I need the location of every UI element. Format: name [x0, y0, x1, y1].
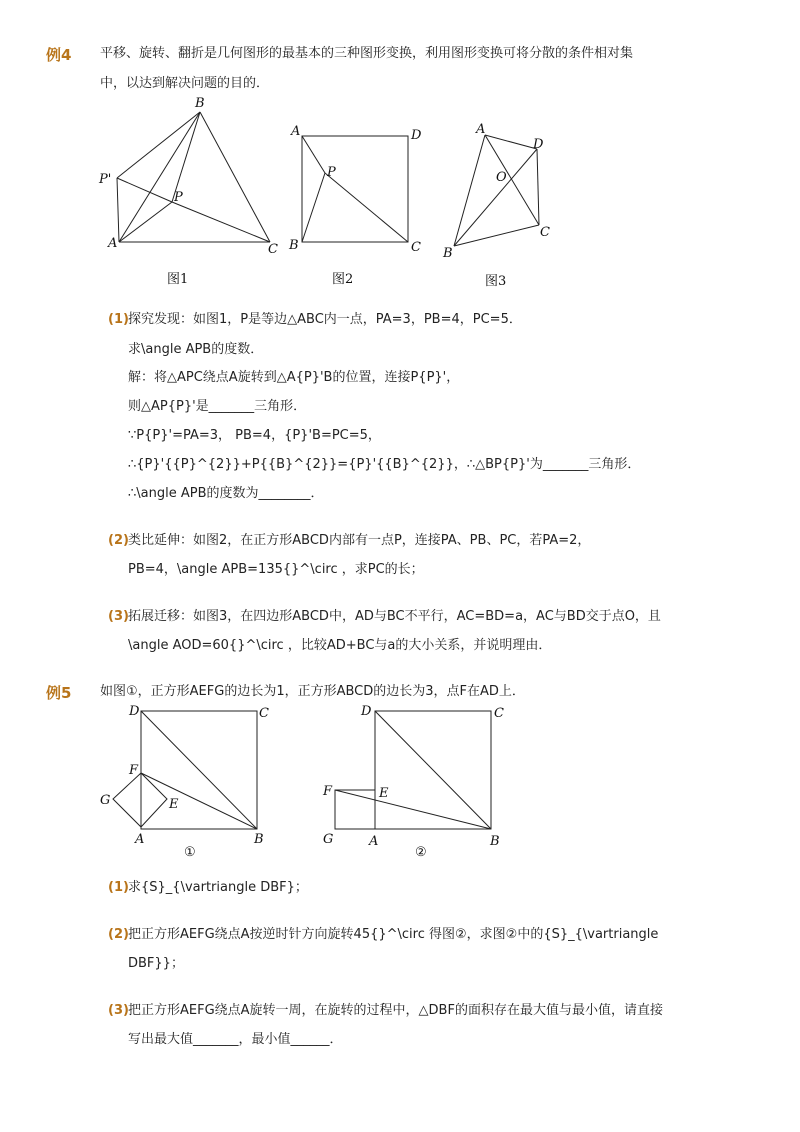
figure3-lines	[454, 135, 539, 246]
ex5-q1-line1: 求{S}_{\vartriangle DBF}；	[128, 880, 308, 895]
ex4-q3-number: (3)	[108, 609, 129, 624]
ex4-q1-line5: ∵P{P}'=PA=3， PB=4，{P}'B=PC=5，	[128, 428, 381, 443]
example4-figure1	[95, 95, 285, 285]
ex5-fig1-point-F: F	[129, 763, 139, 778]
ex5-fig2-point-G: G	[323, 832, 334, 847]
ex5-fig2-point-A: A	[369, 834, 379, 849]
ex4-q1-line1: 探究发现：如图1，P是等边△ABC内一点，PA=3，PB=4，PC=5．	[128, 312, 522, 327]
fig1-point-P: P	[174, 190, 183, 205]
example4-intro-line2: 中，以达到解决问题的目的．	[100, 76, 270, 91]
fig2-point-C: C	[411, 240, 421, 255]
ex5-fig1-point-E: E	[169, 797, 179, 812]
ex4-q2-line2: PB=4，\angle APB=135{}^\circ ，求PC的长；	[128, 562, 424, 577]
fig1-caption: 图1	[167, 272, 189, 287]
ex5-fig2-point-B: B	[490, 834, 500, 849]
ex5-q2-line2: DBF}}；	[128, 956, 184, 971]
ex5-figure2-lines	[335, 711, 491, 829]
example4-label: 例4	[46, 46, 72, 64]
figure2-lines	[302, 136, 408, 242]
example5-figure1	[95, 700, 285, 860]
ex5-fig2-point-C: C	[494, 706, 504, 721]
ex4-q1-line3: 解：将△APC绕点A旋转到△A{P}'B的位置，连接P{P}'，	[128, 370, 460, 385]
ex5-q3-line1: 把正方形AEFG绕点A旋转一周，在旋转的过程中，△DBF的面积存在最大值与最小值，请直接	[128, 1003, 663, 1018]
ex4-q1-line2: 求\angle APB的度数．	[128, 342, 264, 357]
ex5-fig2-point-F: F	[323, 784, 333, 799]
ex5-fig1-point-B: B	[254, 832, 264, 847]
ex4-q2-number: (2)	[108, 533, 129, 548]
ex5-q3-number: (3)	[108, 1003, 129, 1018]
example4-figure3	[435, 115, 565, 305]
ex5-fig1-point-D: D	[129, 704, 140, 719]
example4-figure2	[285, 115, 435, 305]
example5-label: 例5	[46, 684, 72, 702]
ex4-q1-line6: ∴{P}'{{P}^{2}}+P{{B}^{2}}={P}'{{B}^{2}}，∴△BP{P}'为_______三角形．	[128, 457, 641, 472]
example5-intro: 如图①，正方形AEFG的边长为1，正方形ABCD的边长为3，点F在AD上．	[100, 684, 525, 699]
ex4-q1-line4: 则△AP{P}'是_______三角形．	[128, 399, 307, 414]
fig3-caption: 图3	[485, 274, 507, 289]
ex5-q3-line2: 写出最大值_______，最小值______．	[128, 1032, 343, 1047]
fig3-point-C: C	[540, 225, 550, 240]
example5-figure2	[320, 700, 520, 860]
fig2-caption: 图2	[332, 272, 354, 287]
ex5-fig1-point-A: A	[135, 832, 145, 847]
fig1-point-P-prime: P'	[99, 172, 112, 187]
fig2-point-A: A	[291, 124, 301, 139]
figure1-lines	[117, 112, 270, 242]
ex4-q1-line7: ∴\angle APB的度数为________．	[128, 486, 324, 501]
fig1-point-C: C	[268, 242, 278, 257]
ex5-fig2-caption: ②	[415, 845, 427, 860]
ex5-q1-number: (1)	[108, 880, 129, 895]
fig1-point-B: B	[195, 96, 205, 111]
ex5-fig1-caption: ①	[184, 845, 196, 860]
fig3-point-A: A	[476, 122, 486, 137]
ex5-q2-line1: 把正方形AEFG绕点A按逆时针方向旋转45{}^\circ 得图②，求图②中的{S}_{\vartriangle	[128, 927, 659, 942]
ex5-q2-number: (2)	[108, 927, 129, 942]
ex5-fig1-point-G: G	[100, 793, 111, 808]
fig2-point-B: B	[289, 238, 299, 253]
example4-intro-line1: 平移、旋转、翻折是几何图形的最基本的三种图形变换，利用图形变换可将分散的条件相对集	[100, 46, 634, 61]
ex4-q2-line1: 类比延伸：如图2，在正方形ABCD内部有一点P，连接PA、PB、PC，若PA=2，	[128, 533, 591, 548]
ex5-fig2-point-D: D	[361, 704, 372, 719]
ex5-fig2-point-E: E	[379, 786, 389, 801]
ex4-q1-number: (1)	[108, 312, 129, 327]
ex4-q3-line2: \angle AOD=60{}^\circ ，比较AD+BC与a的大小关系，并说明理由．	[128, 638, 552, 653]
fig1-point-A: A	[108, 236, 118, 251]
fig3-point-B: B	[443, 246, 453, 261]
ex5-fig1-point-C: C	[259, 706, 269, 721]
fig2-point-D: D	[411, 128, 422, 143]
fig3-point-O: O	[496, 170, 507, 185]
ex4-q3-line1: 拓展迁移：如图3，在四边形ABCD中，AD与BC不平行，AC=BD=a，AC与BD交于点O，且	[128, 609, 661, 624]
fig2-point-P: P	[327, 165, 336, 180]
fig3-point-D: D	[533, 137, 544, 152]
